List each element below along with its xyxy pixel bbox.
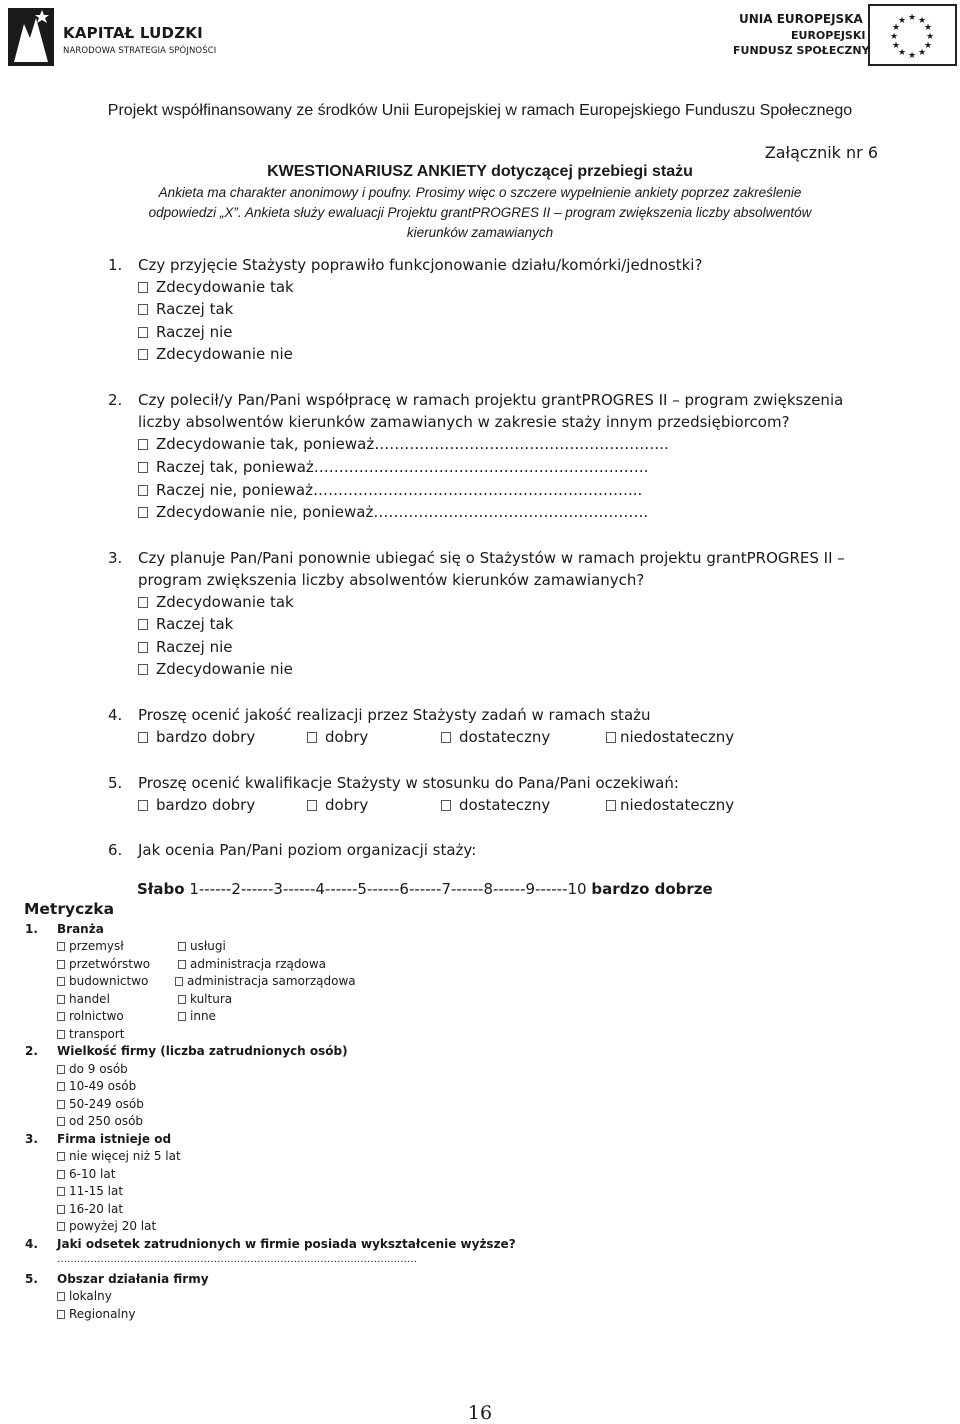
answer-option[interactable]: Raczej nie: [138, 323, 232, 341]
checkbox-icon[interactable]: [57, 1012, 65, 1021]
svg-text:★: ★: [889, 32, 899, 42]
rating-option[interactable]: dostateczny: [441, 796, 550, 814]
metryczka-option[interactable]: Regionalny: [57, 1307, 135, 1321]
question-text: Proszę ocenić jakość realizacji przez Stażysty zadań w ramach stażu: [138, 706, 651, 724]
kapital-ludzki-logo: [6, 4, 226, 72]
checkbox-icon[interactable]: [138, 800, 148, 811]
svg-text:★: ★: [917, 48, 927, 58]
svg-text:★: ★: [891, 41, 901, 51]
answer-option[interactable]: Zdecydowanie nie: [138, 345, 293, 363]
section-label: Wielkość firmy (liczba zatrudnionych osób): [57, 1044, 348, 1058]
question-text: Czy przyjęcie Stażysty poprawiło funkcjonowanie działu/komórki/jednostki?: [138, 256, 703, 274]
question-text: program zwiększenia liczby absolwentów kierunków zamawianych?: [138, 571, 645, 589]
question-number: 6.: [108, 841, 123, 859]
metryczka-option[interactable]: do 9 osób: [57, 1062, 128, 1076]
metryczka-option[interactable]: 10-49 osób: [57, 1079, 136, 1093]
checkbox-icon[interactable]: [57, 1205, 65, 1214]
answer-option[interactable]: Zdecydowanie nie, ponieważ……………………………………………….: [138, 503, 648, 521]
scale-low-label: Słabo: [137, 880, 185, 898]
page-number: 16: [467, 1402, 493, 1424]
metryczka-option[interactable]: kultura: [178, 992, 232, 1006]
question-number: 1.: [108, 256, 123, 274]
checkbox-icon[interactable]: [138, 664, 148, 675]
section-label: Branża: [57, 922, 104, 936]
question-number: 3.: [108, 549, 123, 567]
checkbox-icon[interactable]: [178, 942, 186, 951]
metryczka-option[interactable]: inne: [178, 1009, 216, 1023]
document-title: KWESTIONARIUSZ ANKIETY dotyczącej przebiegi stażu: [267, 163, 693, 180]
answer-option[interactable]: Zdecydowanie tak, ponieważ…………………………………………………..: [138, 435, 669, 453]
scale-high-label: bardzo dobrze: [591, 880, 713, 898]
checkbox-icon[interactable]: [57, 1222, 65, 1231]
answer-option[interactable]: Zdecydowanie nie: [138, 660, 293, 678]
metryczka-option[interactable]: 16-20 lat: [57, 1202, 123, 1216]
question-text: Proszę ocenić kwalifikacje Stażysty w stosunku do Pana/Pani oczekiwań:: [138, 774, 679, 792]
checkbox-icon[interactable]: [57, 1117, 65, 1126]
checkbox-icon[interactable]: [138, 282, 148, 293]
rating-option[interactable]: bardzo dobry: [138, 796, 255, 814]
kl-title: KAPITAŁ LUDZKI: [63, 24, 203, 42]
metryczka-option[interactable]: nie więcej niż 5 lat: [57, 1149, 181, 1163]
question-text: Czy planuje Pan/Pani ponownie ubiegać się o Stażystów w ramach projektu grantPROGRES II –: [138, 549, 845, 567]
svg-text:★: ★: [923, 41, 933, 51]
svg-text:★: ★: [917, 16, 927, 26]
metryczka-option[interactable]: lokalny: [57, 1289, 112, 1303]
metryczka-option[interactable]: handel: [57, 992, 110, 1006]
answer-option[interactable]: Zdecydowanie tak: [138, 278, 294, 296]
rating-option[interactable]: dobry: [307, 796, 368, 814]
metryczka-option[interactable]: usługi: [178, 939, 226, 953]
checkbox-icon[interactable]: [138, 485, 148, 496]
answer-option[interactable]: Zdecydowanie tak: [138, 593, 294, 611]
checkbox-icon[interactable]: [138, 304, 148, 315]
section-number: 4.: [25, 1237, 38, 1251]
metryczka-title: Metryczka: [24, 900, 115, 918]
svg-text:★: ★: [897, 48, 907, 58]
metryczka-option[interactable]: przemysł: [57, 939, 124, 953]
attachment-label: Załącznik nr 6: [764, 143, 878, 162]
metryczka-option[interactable]: administracja samorządowa: [175, 974, 356, 988]
section-number: 3.: [25, 1132, 38, 1146]
checkbox-icon[interactable]: [606, 800, 616, 811]
question-text: Jak ocenia Pan/Pani poziom organizacji staży:: [138, 841, 477, 859]
checkbox-icon[interactable]: [307, 800, 317, 811]
metryczka-option[interactable]: powyżej 20 lat: [57, 1219, 156, 1233]
section-number: 1.: [25, 922, 38, 936]
checkbox-icon[interactable]: [138, 462, 148, 473]
metryczka-option[interactable]: transport: [57, 1027, 124, 1041]
rating-option[interactable]: dobry: [307, 728, 368, 746]
question-number: 4.: [108, 706, 123, 724]
rating-option[interactable]: niedostateczny: [606, 728, 734, 746]
metryczka-option[interactable]: 6-10 lat: [57, 1167, 115, 1181]
checkbox-icon[interactable]: [57, 1292, 65, 1301]
checkbox-icon[interactable]: [441, 800, 451, 811]
ue-line1: UNIA EUROPEJSKA: [739, 12, 863, 26]
metryczka-option[interactable]: administracja rządowa: [178, 957, 326, 971]
checkbox-icon[interactable]: [138, 619, 148, 630]
checkbox-icon[interactable]: [178, 960, 186, 969]
intro-line: odpowiedzi „X”. Ankieta służy ewaluacji Projektu grantPROGRES II – program zwiększenia liczby absolwentów: [148, 205, 812, 220]
eu-flag-icon: [868, 4, 957, 66]
section-label: Jaki odsetek zatrudnionych w firmie posiada wykształcenie wyższe?: [57, 1237, 516, 1251]
ue-line2: EUROPEJSKI: [791, 29, 866, 42]
rating-scale[interactable]: [137, 880, 713, 898]
section-label: Firma istnieje od: [57, 1132, 172, 1146]
checkbox-icon[interactable]: [138, 597, 148, 608]
rating-option[interactable]: bardzo dobry: [138, 728, 255, 746]
svg-text:★: ★: [923, 23, 933, 33]
checkbox-icon[interactable]: [178, 995, 186, 1004]
answer-option[interactable]: Raczej tak: [138, 615, 233, 633]
checkbox-icon[interactable]: [57, 1082, 65, 1091]
ue-line3: FUNDUSZ SPOŁECZNY: [733, 44, 870, 57]
checkbox-icon[interactable]: [57, 1170, 65, 1179]
intro-line: kierunków zamawianych: [406, 225, 554, 240]
question-number: 2.: [108, 391, 123, 409]
section-label: Obszar działania firmy: [57, 1272, 209, 1286]
section-number: 5.: [25, 1272, 38, 1286]
answer-line[interactable]: ………………………………………………………………………………………………: [57, 1254, 417, 1265]
intro-text: [100, 183, 860, 243]
metryczka-option[interactable]: przetwórstwo: [57, 957, 150, 971]
section-number: 2.: [25, 1044, 38, 1058]
checkbox-icon[interactable]: [57, 977, 65, 986]
checkbox-icon[interactable]: [57, 1065, 65, 1074]
checkbox-icon[interactable]: [307, 732, 317, 743]
question-text: Czy polecił/y Pan/Pani współpracę w ramach projektu grantPROGRES II – program zwiększenia: [138, 391, 844, 409]
intro-line: Ankieta ma charakter anonimowy i poufny. Prosimy więc o szczere wypełnienie ankiety poprzez zakreślenie: [158, 185, 802, 200]
metryczka-option[interactable]: rolnictwo: [57, 1009, 124, 1023]
checkbox-icon[interactable]: [178, 1012, 186, 1021]
checkbox-icon[interactable]: [606, 732, 616, 743]
checkbox-icon[interactable]: [57, 995, 65, 1004]
svg-text:★: ★: [897, 16, 907, 26]
checkbox-icon[interactable]: [57, 960, 65, 969]
checkbox-icon[interactable]: [57, 1030, 65, 1039]
svg-text:★: ★: [907, 51, 917, 61]
cofinancing-note: Projekt współfinansowany ze środków Unii Europejskiej w ramach Europejskiego Funduszu Społecznego: [107, 102, 853, 119]
answer-option[interactable]: Raczej nie: [138, 638, 232, 656]
question-text: liczby absolwentów kierunków zamawianych w zakresie staży innym przedsiębiorcom?: [138, 413, 790, 431]
answer-option[interactable]: Raczej nie, ponieważ………………………………………………………...: [138, 481, 642, 499]
checkbox-icon[interactable]: [138, 349, 148, 360]
checkbox-icon[interactable]: [175, 977, 183, 986]
kl-subtitle: NARODOWA STRATEGIA SPÓJNOŚCI: [63, 46, 217, 56]
checkbox-icon[interactable]: [138, 327, 148, 338]
scale-values: 1------2------3------4------5------6------7------8------9------10: [189, 880, 587, 898]
question-number: 5.: [108, 774, 123, 792]
checkbox-icon[interactable]: [57, 1310, 65, 1319]
rating-option[interactable]: niedostateczny: [606, 796, 734, 814]
metryczka-option[interactable]: 11-15 lat: [57, 1184, 123, 1198]
checkbox-icon[interactable]: [138, 439, 148, 450]
checkbox-icon[interactable]: [138, 507, 148, 518]
metryczka-option[interactable]: 50-249 osób: [57, 1097, 144, 1111]
metryczka-option[interactable]: budownictwo: [57, 974, 148, 988]
svg-text:★: ★: [925, 32, 935, 42]
checkbox-icon[interactable]: [138, 642, 148, 653]
metryczka-option[interactable]: od 250 osób: [57, 1114, 143, 1128]
svg-text:★: ★: [891, 23, 901, 33]
ue-logo: [733, 4, 957, 68]
answer-option[interactable]: Raczej tak: [138, 300, 233, 318]
checkbox-icon[interactable]: [57, 1100, 65, 1109]
rating-option[interactable]: dostateczny: [441, 728, 550, 746]
checkbox-icon[interactable]: [138, 732, 148, 743]
checkbox-icon[interactable]: [57, 1152, 65, 1161]
answer-option[interactable]: Raczej tak, ponieważ………………………………………………………….: [138, 458, 649, 476]
checkbox-icon[interactable]: [57, 1187, 65, 1196]
kapital-ludzki-emblem-icon: [6, 4, 56, 70]
checkbox-icon[interactable]: [57, 942, 65, 951]
svg-text:★: ★: [907, 13, 917, 23]
checkbox-icon[interactable]: [441, 732, 451, 743]
